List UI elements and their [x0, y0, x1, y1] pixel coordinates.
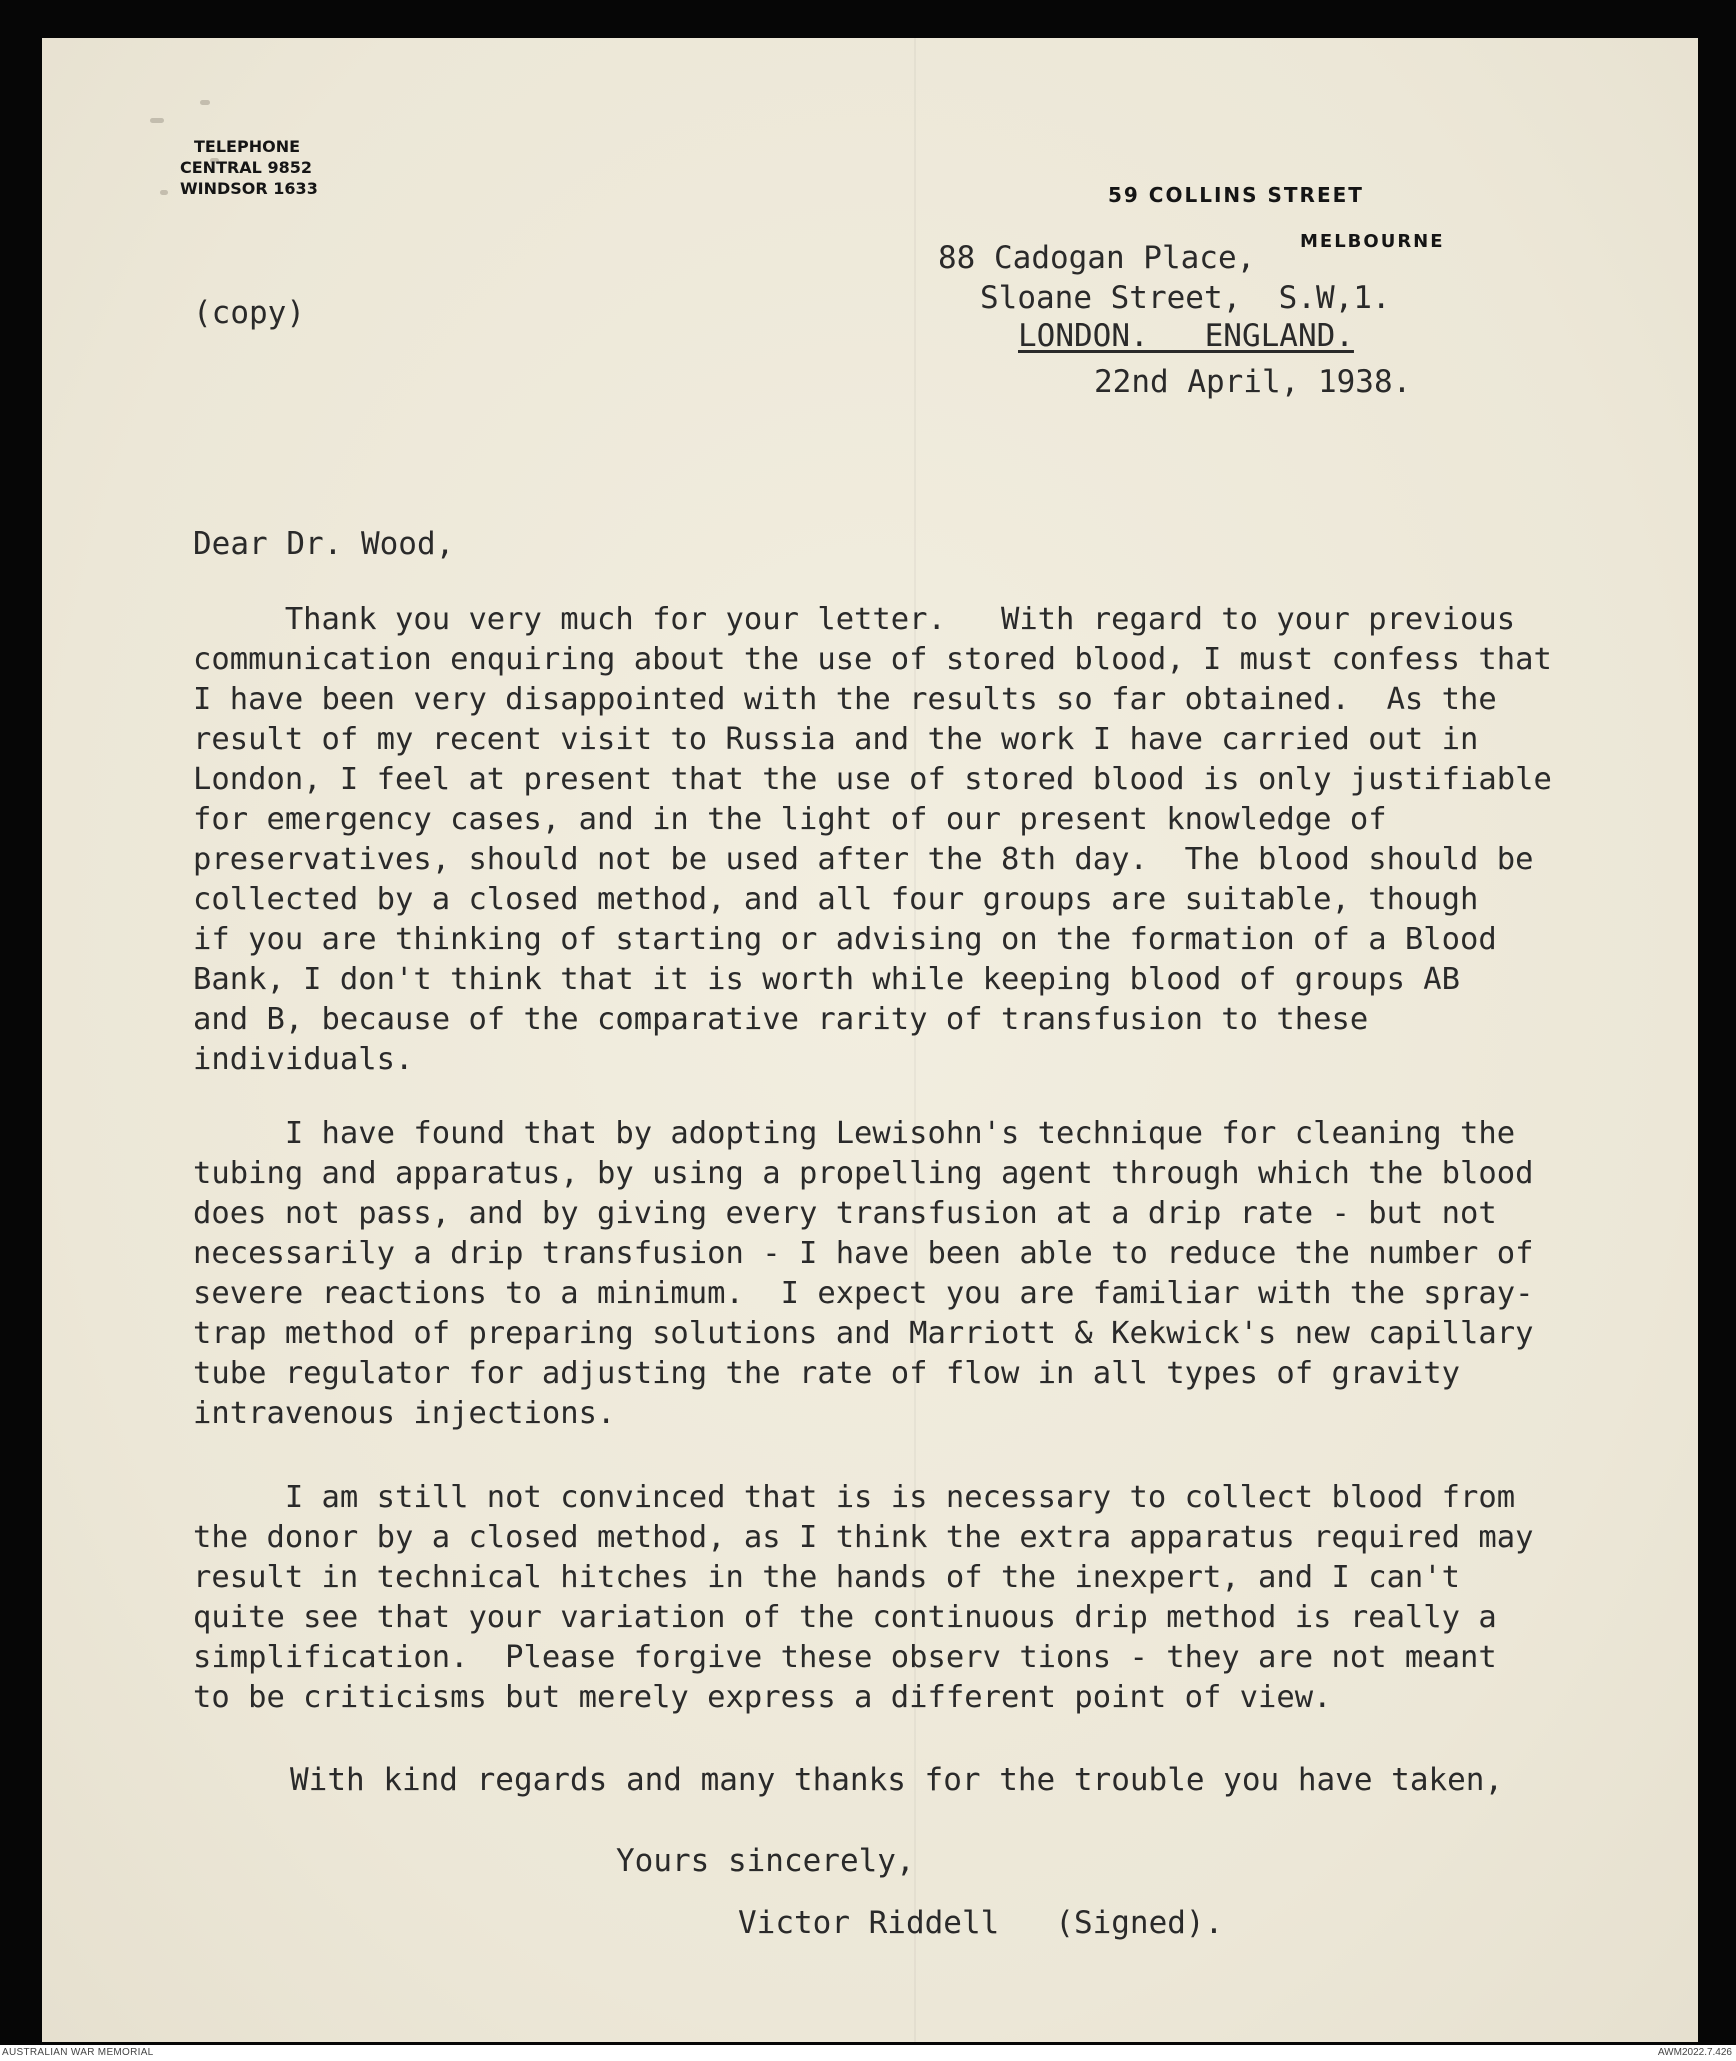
paragraph-line: the donor by a closed method, as I think the extra apparatus required may	[193, 1520, 1534, 1555]
paragraph-line: for emergency cases, and in the light of our present knowledge of	[193, 802, 1387, 837]
body-paragraph-2	[193, 1114, 1693, 1434]
staple-mark	[200, 100, 210, 105]
paragraph-line: to be criticisms but merely express a different point of view.	[193, 1680, 1332, 1715]
paragraph-line: Bank, I don't think that it is worth while keeping blood of groups AB	[193, 962, 1461, 997]
paragraph-line: I am still not convinced that is is necessary to collect blood from	[193, 1480, 1516, 1515]
body-paragraph-3	[193, 1478, 1693, 1718]
paragraph-line: tube regulator for adjusting the rate of flow in all types of gravity	[193, 1356, 1461, 1391]
letterhead-street: 59 COLLINS STREET	[1108, 183, 1364, 207]
letterhead-telephone-block	[180, 136, 318, 199]
telephone-windsor: WINDSOR 1633	[180, 179, 318, 198]
address-line-1: 88 Cadogan Place,	[938, 240, 1256, 276]
address-line-2: Sloane Street, S.W,1.	[980, 280, 1391, 316]
paragraph-line: intravenous injections.	[193, 1396, 616, 1431]
paragraph-line: trap method of preparing solutions and Marriott & Kekwick's new capillary	[193, 1316, 1534, 1351]
paragraph-line: London, I feel at present that the use of stored blood is only justifiable	[193, 762, 1552, 797]
letterhead-city: MELBOURNE	[1300, 231, 1445, 252]
footer-institution: AUSTRALIAN WAR MEMORIAL	[2, 2047, 154, 2058]
paragraph-line: quite see that your variation of the continuous drip method is really a	[193, 1600, 1497, 1635]
paragraph-line: and B, because of the comparative rarity of transfusion to these	[193, 1002, 1369, 1037]
paragraph-line: result of my recent visit to Russia and the work I have carried out in	[193, 722, 1479, 757]
copy-note: (copy)	[193, 295, 305, 331]
sign-off: Yours sincerely,	[616, 1843, 915, 1879]
staple-mark	[150, 118, 164, 123]
paragraph-line: simplification. Please forgive these observ tions - they are not meant	[193, 1640, 1497, 1675]
paragraph-line: communication enquiring about the use of stored blood, I must confess that	[193, 642, 1552, 677]
address-line-3: LONDON. ENGLAND.	[1018, 318, 1354, 354]
salutation: Dear Dr. Wood,	[193, 526, 455, 562]
signature-line: Victor Riddell (Signed).	[738, 1905, 1224, 1941]
telephone-central: CENTRAL 9852	[180, 158, 312, 177]
paragraph-line: if you are thinking of starting or advising on the formation of a Blood	[193, 922, 1497, 957]
paragraph-line: individuals.	[193, 1042, 414, 1077]
letter-date: 22nd April, 1938.	[1094, 364, 1412, 400]
body-paragraph-1	[193, 600, 1693, 1080]
closing-line: With kind regards and many thanks for the trouble you have taken,	[290, 1762, 1504, 1798]
paragraph-line: preservatives, should not be used after the 8th day. The blood should be	[193, 842, 1534, 877]
paragraph-line: I have found that by adopting Lewisohn's technique for cleaning the	[193, 1116, 1516, 1151]
footer-reference: AWM2022.7.426	[1657, 2047, 1732, 2058]
paragraph-line: severe reactions to a minimum. I expect you are familiar with the spray-	[193, 1276, 1534, 1311]
paragraph-line: I have been very disappointed with the results so far obtained. As the	[193, 682, 1497, 717]
paragraph-line: Thank you very much for your letter. With regard to your previous	[193, 602, 1516, 637]
paragraph-line: tubing and apparatus, by using a propelling agent through which the blood	[193, 1156, 1534, 1191]
staple-mark	[160, 190, 168, 195]
paragraph-line: necessarily a drip transfusion - I have been able to reduce the number of	[193, 1236, 1534, 1271]
paragraph-line: result in technical hitches in the hands of the inexpert, and I can't	[193, 1560, 1461, 1595]
paragraph-line: does not pass, and by giving every transfusion at a drip rate - but not	[193, 1196, 1497, 1231]
telephone-label: TELEPHONE	[194, 137, 301, 156]
paragraph-line: collected by a closed method, and all four groups are suitable, though	[193, 882, 1479, 917]
